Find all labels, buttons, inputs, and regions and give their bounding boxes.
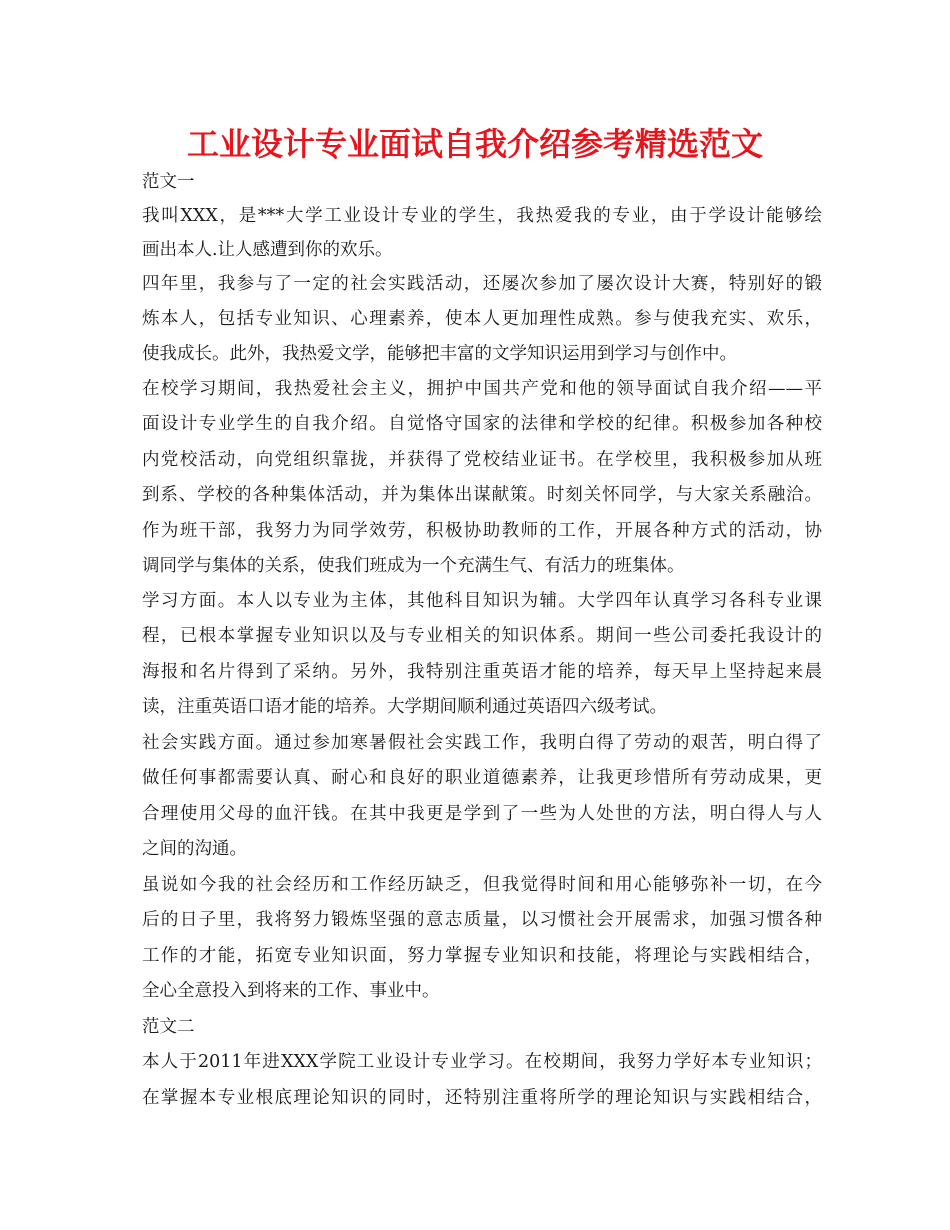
text-line: 面设计专业学生的自我介绍。自觉恪守国家的法律和学校的纪律。积极参加各种校 (142, 414, 822, 434)
text-line: 合理使用父母的血汗钱。在其中我更是学到了一些为人处世的方法，明白得人与人 (142, 804, 822, 824)
section-heading-1: 范文一 (142, 172, 195, 192)
text-line: 学习方面。本人以专业为主体，其他科目知识为辅。大学四年认真学习各科专业课 (142, 591, 822, 611)
text-line: 海报和名片得到了采纳。另外，我特别注重英语才能的培养，每天早上坚持起来晨 (142, 662, 822, 682)
text-line: 后的日子里，我将努力锻炼坚强的意志质量，以习惯社会开展需求，加强习惯各种 (142, 910, 822, 930)
text-line: 内党校活动，向党组织靠拢，并获得了党校结业证书。在学校里，我积极参加从班 (142, 450, 822, 470)
text-line: 我叫XXX，是***大学工业设计专业的学生，我热爱我的专业，由于学设计能够绘 (142, 206, 822, 226)
text-line: 炼本人，包括专业知识、心理素养，使本人更加理性成熟。参与使我充实、欢乐， (142, 309, 822, 329)
text-line: 本人于2011年进XXX学院工业设计专业学习。在校期间，我努力学好本专业知识； (142, 1052, 822, 1072)
text-line: 四年里，我参与了一定的社会实践活动，还屡次参加了屡次设计大赛，特别好的锻 (142, 274, 822, 294)
text-line: 全心全意投入到将来的工作、事业中。 (142, 981, 440, 1001)
text-line: 使我成长。此外，我热爱文学，能够把丰富的文学知识运用到学习与创作中。 (142, 344, 737, 364)
text-line: 调同学与集体的关系，使我们班成为一个充满生气、有活力的班集体。 (142, 556, 685, 576)
text-line: 在掌握本专业根底理论知识的同时，还特别注重将所学的理论知识与实践相结合， (142, 1088, 822, 1108)
text-line: 作为班干部，我努力为同学效劳，积极协助教师的工作，开展各种方式的活动，协 (142, 521, 822, 541)
text-line: 在校学习期间，我热爱社会主义，拥护中国共产党和他的领导面试自我介绍——平 (142, 379, 822, 399)
document-title: 工业设计专业面试自我介绍参考精选范文 (186, 125, 763, 163)
text-line: 读，注重英语口语才能的培养。大学期间顺利通过英语四六级考试。 (142, 697, 667, 717)
text-line: 程，已根本掌握专业知识以及与专业相关的知识体系。期间一些公司委托我设计的 (142, 626, 822, 646)
text-line: 之间的沟通。 (142, 839, 247, 859)
text-line: 到系、学校的各种集体活动，并为集体出谋献策。时刻关怀同学，与大家关系融洽。 (142, 485, 822, 505)
text-line: 工作的才能，拓宽专业知识面，努力掌握专业知识和技能，将理论与实践相结合， (142, 946, 822, 966)
text-line: 做任何事都需要认真、耐心和良好的职业道德素养，让我更珍惜所有劳动成果，更 (142, 768, 822, 788)
text-line: 社会实践方面。通过参加寒暑假社会实践工作，我明白得了劳动的艰苦，明白得了 (142, 733, 822, 753)
text-line: 画出本人.让人感遭到你的欢乐。 (142, 240, 393, 260)
section-heading-2: 范文二 (142, 1017, 195, 1037)
text-line: 虽说如今我的社会经历和工作经历缺乏，但我觉得时间和用心能够弥补一切，在今 (142, 875, 822, 895)
